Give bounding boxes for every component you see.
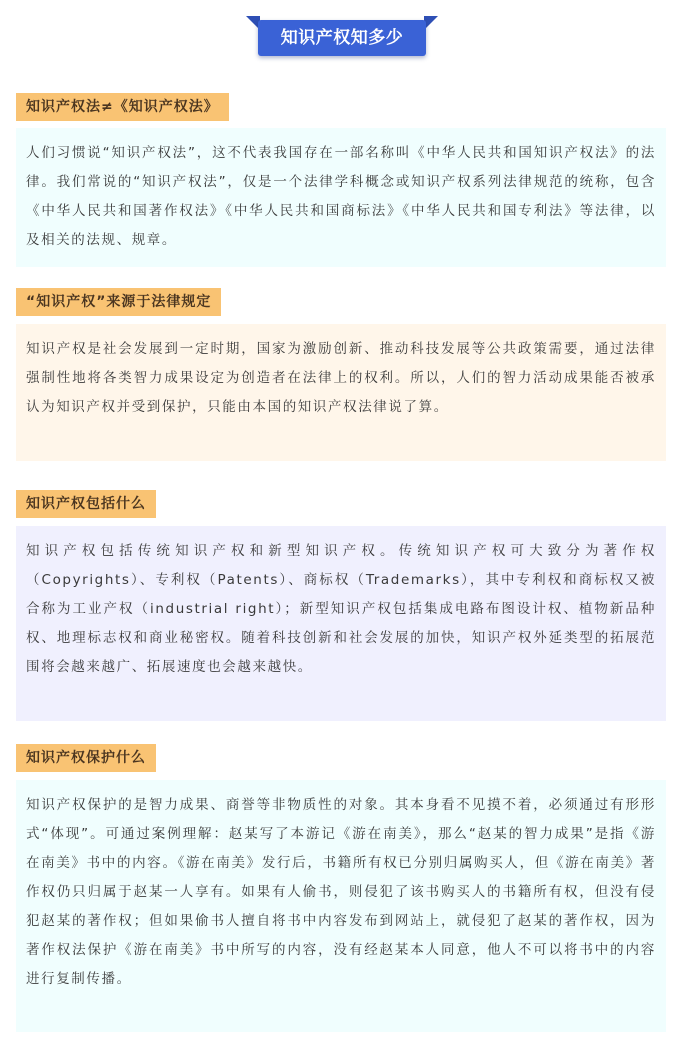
section-body-ip-law: [16, 128, 666, 267]
page-title: 知识产权知多少: [258, 20, 426, 56]
section-heading-ip-law: 知识产权法≠《知识产权法》: [16, 93, 229, 121]
section-heading-ip-origin: “知识产权”来源于法律规定: [16, 288, 221, 316]
section-heading-ip-protection: 知识产权保护什么: [16, 744, 156, 772]
section-body-ip-protection: [16, 780, 666, 1032]
section-text: 知识产权保护的是智力成果、商誉等非物质性的对象。其本身看不见摸不着，必须通过有形形式“体现”。可通过案例理解：赵某写了本游记《游在南美》，那么“赵某的智力成果”是指《游在南美》书中的内容。《游在南美》发行后，书籍所有权已分别归属购买人，但《游在南美》著作权仍只归属于赵某一人享有。如果有人偷书，则侵犯了该书购买人的书籍所有权，但没有侵犯赵某的著作权；但如果偷书人擅自将书中内容发布到网站上，就侵犯了赵某的著作权，因为著作权法保护《游在南美》书中所写的内容，没有经赵某本人同意，他人不可以将书中的内容进行复制传播。: [26, 797, 656, 987]
section-body-ip-types: [16, 526, 666, 721]
section-text: 人们习惯说“知识产权法”，这不代表我国存在一部名称叫《中华人民共和国知识产权法》的法律。我们常说的“知识产权法”，仅是一个法律学科概念或知识产权系列法律规范的统称，包含《中华人民共和国著作权法》《中华人民共和国商标法》《中华人民共和国专利法》等法律，以及相关的法规、规章。: [26, 145, 656, 248]
page-title-banner: [246, 16, 438, 60]
section-body-ip-origin: [16, 324, 666, 461]
title-ribbon-right: [424, 16, 438, 30]
section-text: 知识产权是社会发展到一定时期，国家为激励创新、推动科技发展等公共政策需要，通过法律强制性地将各类智力成果设定为创造者在法律上的权利。所以，人们的智力活动成果能否被承认为知识产权并受到保护，只能由本国的知识产权法律说了算。: [26, 341, 656, 415]
section-heading-ip-types: 知识产权包括什么: [16, 490, 156, 518]
section-text: 知识产权包括传统知识产权和新型知识产权。传统知识产权可大致分为著作权（Copyrights）、专利权（Patents）、商标权（Trademarks），其中专利权和商标权又被合称为工业产权（industrial right）；新型知识产权包括集成电路布图设计权、植物新品种权、地理标志权和商业秘密权。随着科技创新和社会发展的加快，知识产权外延类型的拓展范围将会越来越广、拓展速度也会越来越快。: [26, 543, 656, 675]
